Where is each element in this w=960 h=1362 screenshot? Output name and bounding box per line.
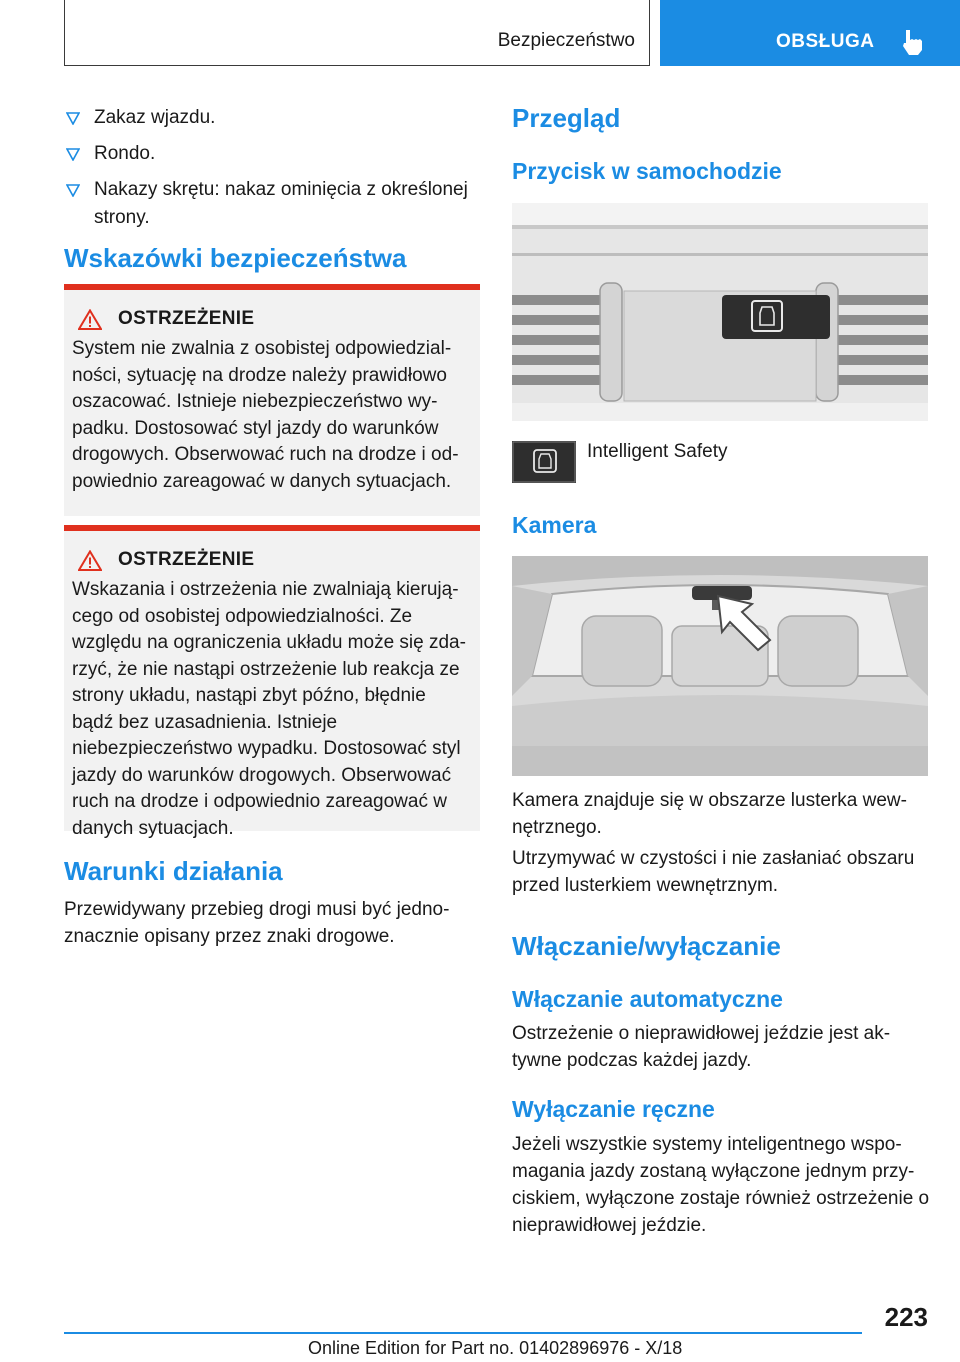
warning-title: OSTRZEŻENIE xyxy=(118,549,255,570)
header-section-box xyxy=(64,0,650,66)
warning-triangle-icon xyxy=(78,309,102,330)
header-tab-label: OBSŁUGA xyxy=(776,31,875,52)
camera-text-1: Kamera znajduje się w obszarze lusterka wewnętrznego. xyxy=(512,790,907,838)
list-item-text: Nakazy skrętu: nakaz ominięcia z określonej strony. xyxy=(94,179,468,228)
list-item xyxy=(64,104,480,132)
page-number: 223 xyxy=(884,1302,928,1332)
manual-text: Jeżeli wszystkie systemy inteligentnego wspomagania jazdy zostaną wyłączone jednym przyciskiem, wyłączone zostaje również ostrzeżenie o nieprawidłowej jeździe. xyxy=(512,1134,930,1236)
onoff-heading: Włączanie/wyłączanie xyxy=(512,931,781,961)
conditions-heading: Warunki działania xyxy=(64,856,283,886)
camera-text-2: Utrzymywać w czystości i nie zasłaniać obszaru przed lusterkiem wewnętrznym. xyxy=(512,848,915,896)
warning-text: System nie zwalnia z osobistej odpowiedzialności, sytuację na drodze należy prawidłowo oszacować. Istnieje niebezpieczeństwo wypadku. Dostosować styl jazdy do warunków drogowych. Obserwować ruch na drodze i odpowiednio zareagować w danych sytuacjach. xyxy=(72,338,459,492)
auto-text: Ostrzeżenie o nieprawidłowej jeździe jest aktywne podczas każdej jazdy. xyxy=(512,1023,891,1071)
warning-title: OSTRZEŻENIE xyxy=(118,308,255,329)
camera-heading: Kamera xyxy=(512,512,597,538)
bullet-list xyxy=(64,104,480,240)
button-heading: Przycisk w samochodzie xyxy=(512,158,782,184)
triangle-bullet-icon xyxy=(66,112,80,125)
triangle-bullet-icon xyxy=(66,148,80,161)
intelligent-safety-button-icon xyxy=(512,441,576,483)
list-item xyxy=(64,176,480,232)
triangle-bullet-icon xyxy=(66,184,80,197)
list-item-text: Rondo. xyxy=(94,143,156,164)
camera-location-figure xyxy=(512,556,928,776)
button-in-car-figure xyxy=(512,203,928,421)
list-item-text: Zakaz wjazdu. xyxy=(94,107,216,128)
overview-heading: Przegląd xyxy=(512,103,621,133)
footer-edition: Online Edition for Part no. 01402896976 - X/18 xyxy=(308,1338,683,1358)
manual-heading: Wyłączanie ręczne xyxy=(512,1096,715,1122)
warning-triangle-icon xyxy=(78,550,102,571)
conditions-text: Przewidywany przebieg drogi musi być jednoznacznie opisany przez znaki drogowe. xyxy=(64,899,450,947)
list-item xyxy=(64,140,480,168)
warning-text: Wskazania i ostrzeżenia nie zwalniają kierującego od osobistej odpowiedzialności. Ze względu na ograniczenia układu może się zdarzyć, że nie nastąpi ostrzeżenie lub reakcja ze strony układu, nastąpi zbyt późno, błędnie bądź bez uzasadnienia. Istnieje niebezpieczeństwo wypadku. Dostosować styl jazdy do warunków drogowych. Obserwować ruch na drodze i odpowiednio zareagować w danych sytuacjach. xyxy=(72,579,466,839)
footer-divider xyxy=(64,1332,862,1334)
header-section-title: Bezpieczeństwo xyxy=(497,30,635,51)
auto-heading: Włączanie automatyczne xyxy=(512,986,783,1012)
button-caption: Intelligent Safety xyxy=(587,441,728,462)
warning-box-2 xyxy=(64,525,480,839)
warning-box-1 xyxy=(64,284,480,516)
pointing-hand-icon xyxy=(900,28,926,56)
safety-heading: Wskazówki bezpieczeństwa xyxy=(64,243,407,273)
header-tab[interactable] xyxy=(660,0,960,66)
